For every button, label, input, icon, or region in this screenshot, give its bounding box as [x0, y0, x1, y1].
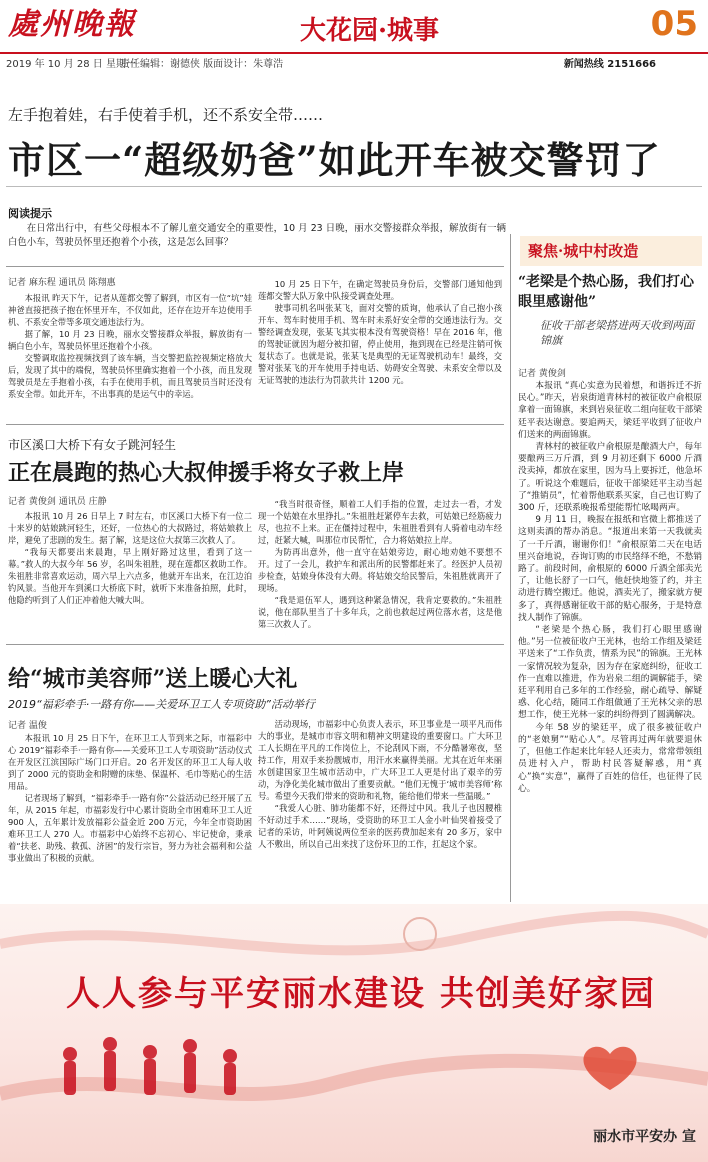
lead-byline: 记者 麻东程 通讯员 陈翔惠: [8, 278, 116, 288]
masthead-rule: [0, 52, 708, 54]
reading-guide: [8, 222, 506, 250]
public-service-banner: [0, 904, 708, 1162]
reading-guide-text: 在日常出行中，有些父母根本不了解儿童交通安全的重要性，10 月 23 日晚，丽水交警接群众举报，解放街有一辆白色小车，驾驶员怀里还抱着个小孩，这是怎么回事？: [8, 223, 506, 248]
paragraph: 本报讯 昨天下午，记者从莲都交警了解到，市区有一位“坑”娃神爸直接把孩子抱在怀里开车，不仅如此，还存在边开车边使用手机、不系安全带等多项交通违法行为。: [8, 293, 252, 327]
sidebar-byline: 记者 黄俊剑: [518, 369, 566, 379]
sanitation-subtitle: 2019“福彩牵手·一路有你——关爱环卫工人专项资助”活动举行: [8, 698, 315, 711]
newspaper-logo: 處州晚報: [8, 7, 136, 42]
paragraph: “我是退伍军人，遇到这种紧急情况，我肯定要救的。”朱祖胜说，他在部队里当了十多年兵，之前也救起过两位落水者，这是他第三次救人了。: [258, 595, 502, 629]
paragraph: 活动现场，市福彩中心负责人表示，环卫事业是一项平凡而伟大的事业，是城市市容文明和精神文明建设的重要窗口。广大环卫工人长期在平凡的工作岗位上，不论刮风下雨，不分酷暑寒夜，坚持工作，用双手来扮靓城市，用汗水来赢得美丽。尤其在近年来丽水创建国家卫生城市活动中，广大环卫工人更是付出了艰辛的劳动，为净化美化城市做出了重要贡献。“他们无愧于‘城市美容师’称号。希望今天我们带来的资助和礼物，能给他们带来一些温暖。”: [258, 719, 502, 801]
reading-guide-label: 阅读提示: [8, 207, 52, 220]
sanitation-column-1: [8, 732, 252, 864]
paragraph: 据了解，10 月 23 日晚，丽水交警接群众举报，解放街有一辆白色小车，驾驶员怀里还抱着个小孩。: [8, 329, 252, 351]
paragraph: “我每天都要出来晨跑，早上刚好路过这里，看到了这一幕。”救人的大叔今年 56 岁，名叫朱祖胜，现在莲都区救助工作。朱祖胜非常喜欢运动，周六早上六点多，他就开车出来，在江边泊钓风景。当他开车到溪口大桥底下时，就听下来准备拍照，此时，他隐约听到了人们正冲着他大喊大叫。: [8, 547, 252, 605]
column-divider: [510, 234, 511, 902]
focus-tag-box: [520, 236, 702, 266]
paragraph: 青林村的被征收户俞根原是酿酒大户，每年要酿两三万斤酒，到 9 月初还剩下 6000 斤酒没卖掉，都放在家里，因为马上要拆迁，他急坏了。听说这个难题后，征收干部梁廷平主动当起了“推销员”，忙着帮他联系买家，自己也订购了 300 斤，还联系晚报希望能帮忙吆喝两声。: [518, 442, 702, 514]
paragraph: 为防再出意外，他一直守在姑娘旁边，耐心地劝她不要想不开。过了一会儿，救护车和派出所的民警都赶来了。经医护人员初步检查，姑娘身体没有大碍。将姑娘交给民警后，朱祖胜就离开了现场。: [258, 547, 502, 593]
section-title: 大花园·城事: [300, 16, 440, 46]
sanitation-headline: 给“城市美容师”送上暖心大礼: [8, 666, 298, 692]
paragraph: 10 月 25 日下午，在确定驾驶员身份后，交警部门通知他到莲都交警大队万象中队接受调查处理。: [258, 279, 502, 301]
sanitation-column-2: [258, 718, 502, 850]
paragraph: 本报讯 10 月 26 日早上 7 时左右，市区溪口大桥下有一位二十来岁的姑娘跳河轻生，还好，一位热心的大叔路过，将姑娘救上岸，避免了悲剧的发生。据了解，这是这位大叔第三次救人了。: [8, 511, 252, 545]
rescue-column-1: [8, 510, 252, 606]
paragraph: “我爱人心脏、肺功能都不好，还得过中风。我儿子也因腰椎不好动过手术……”现场，受资助的环卫工人金小叶仙哭着接受了记者的采访，叶阿姨说两位至亲的医药费加起来有 20 多万，家中人不敷出，所以自己出来找了这份环卫的工作，扛起这个家。: [258, 803, 502, 849]
divider: [6, 424, 504, 425]
banner-decoration: [0, 904, 708, 1162]
lead-column-1: [8, 292, 252, 400]
paragraph: 记者现场了解到，“福彩牵手·一路有你”公益活动已经开展了五年，从 2015 年起，市福彩发行中心累计资助全市困难环卫工人近 900 人，五年累计发放福彩公益金近 200 万元，今年全市资助困难环卫工人 270 人。市福彩中心始终不忘初心、牢记使命，秉承着“扶老、助残、救孤、济困”的发行宗旨，努力为社会福利和公益事业做出了积极的贡献。: [8, 793, 252, 863]
lead-column-2: [258, 278, 502, 386]
sidebar-subtitle: 征收干部老梁搭进两天收到两面锦旗: [540, 319, 694, 347]
paragraph: 9 月 11 日，晚报在报纸和官微上都推送了这则卖酒的帮办消息。“报道出来第一天我就卖了一千斤酒，谢谢你们！”俞根原第二天在电话里兴奋地说，吞询订购的市民络绎不绝，不愁销路了。前段时间，俞根原的 6000 斤酒全部卖光了，让他长舒了一口气，他赶快地签了约，并主动进行腾空搬迁。他说，酒卖光了，搬家就方便多了，真得感谢征收干部的贴心服务，于是特意找人制作了锦旗。: [518, 515, 703, 623]
sanitation-byline: 记者 温俊: [8, 721, 47, 731]
lead-kicker: 左手抱着娃，右手使着手机，还不系安全带……: [8, 106, 324, 124]
news-hotline: 新闻热线 2151666: [563, 59, 656, 70]
editors-line: 责任编辑：谢德侠 版面设计：朱尊浩: [120, 59, 284, 70]
rescue-column-2: [258, 498, 502, 630]
paragraph: 本报讯 10 月 25 日下午，在环卫工人节到来之际，市福彩中心 2019“福彩牵手·一路有你——关爱环卫工人专项资助”活动仪式在开发区江滨国际广场门口开启。20 名开发区的环卫工人每人收到了 2000 元的资助金和附赠的床垫、保温杯、毛巾等贴心的生活用品。: [8, 733, 252, 791]
paragraph: 今年 58 岁的梁廷平，成了很多被征收户的“老娘舅”“贴心人”。尽管再过两年就要退休了，但他工作起来比年轻人还卖力，常常带领组员进村入户，帮助村民答疑解惑，用“真心”换“实意”，赢得了百姓的信任，也征得了民心。: [518, 722, 702, 794]
paragraph: “我当时很奇怪，顺着工人们手指的位置，走过去一看，才发现一个姑娘在水里挣扎。”朱祖胜赶紧停车去救，可姑娘已经筋疲力尽，也拉不上来。正在僵持过程中，朱祖胜看到有人骑着电动车经过，赶紧大喊，叫那位市民帮忙，合力将姑娘拉上岸。: [258, 499, 502, 545]
date-line: 2019 年 10 月 28 日 星期一: [6, 59, 136, 70]
divider: [6, 266, 504, 267]
banner-slogan: 人人参与平安丽水建设 共创美好家园: [66, 974, 656, 1014]
paragraph: 驶事司机名叫张某飞，面对交警的质询，他承认了自己抱小孩开车、驾车时使用手机、驾车时未系好安全带的交通违法行为。交警经调查发现，张某飞其实根本没有驾驶资格！早在 2016 年，他的驾驶证就因为超分被扣留，停止使用，拖到现在已经是注销可恢复状态了。也就是说，张某飞是典型的无证驾驶机动车！最终，交警对张某飞的开车使用手持电话、妨碍安全驾驶、未系安全带以及无证驾驶的违法行为罚款共计 1200 元。: [258, 303, 502, 385]
divider: [6, 644, 504, 645]
paragraph: 交警调取监控视频找到了该车辆，当交警把监控视频定格放大后，发现了其中的端倪，驾驶员怀里确实抱着一个小孩，而且发现驾驶员是左手抱着小孩，右手在使用手机，而且驾驶员当时还没有系安全带。如此开车，不出事真的是运气中的幸运。: [8, 353, 252, 399]
page-number: 05: [650, 4, 698, 44]
lead-headline: 市区一“超级奶爸”如此开车被交警罚了: [8, 138, 661, 182]
rescue-headline: 正在晨跑的热心大叔伸援手将女子救上岸: [8, 460, 405, 486]
focus-tag: 聚焦·城中村改造: [528, 242, 639, 260]
heart-icon: [583, 1047, 636, 1090]
divider: [6, 186, 702, 187]
sidebar-headline: “老梁是个热心肠，我们打心眼里感谢他”: [518, 274, 695, 310]
banner-signature: 丽水市平安办 宣: [593, 1129, 696, 1145]
rescue-byline: 记者 黄俊剑 通讯员 庄静: [8, 497, 107, 507]
paragraph: 本报讯 “真心实意为民着想，和谐拆迁不折民心。”昨天，岩泉街道青林村的被征收户俞根原拿着一面锦旗，来到岩泉征收二组向征收干部梁廷平表达谢意。要追两天，梁廷平收到了征收户们送来的两面锦旗。: [518, 381, 702, 440]
paragraph: “老梁是个热心肠，我们打心眼里感谢他。”另一位被征收户王光林，也给工作组及梁廷平送来了“工作负责，情系为民”的锦旗。王光林一家情况较为复杂，因为存在家庭纠纷，征收工作一直难以推进，作为岩泉二组的调解能手，梁廷平利用自己多年的工作经验，耐心疏导、解疑惑、化心结，随同工作组做通了王光林父亲的思想工作，使王光林一家的纠纷得到了圆满解决。: [518, 625, 702, 721]
sidebar-column: [518, 380, 702, 795]
rescue-kicker: 市区溪口大桥下有女子跳河轻生: [8, 438, 177, 452]
